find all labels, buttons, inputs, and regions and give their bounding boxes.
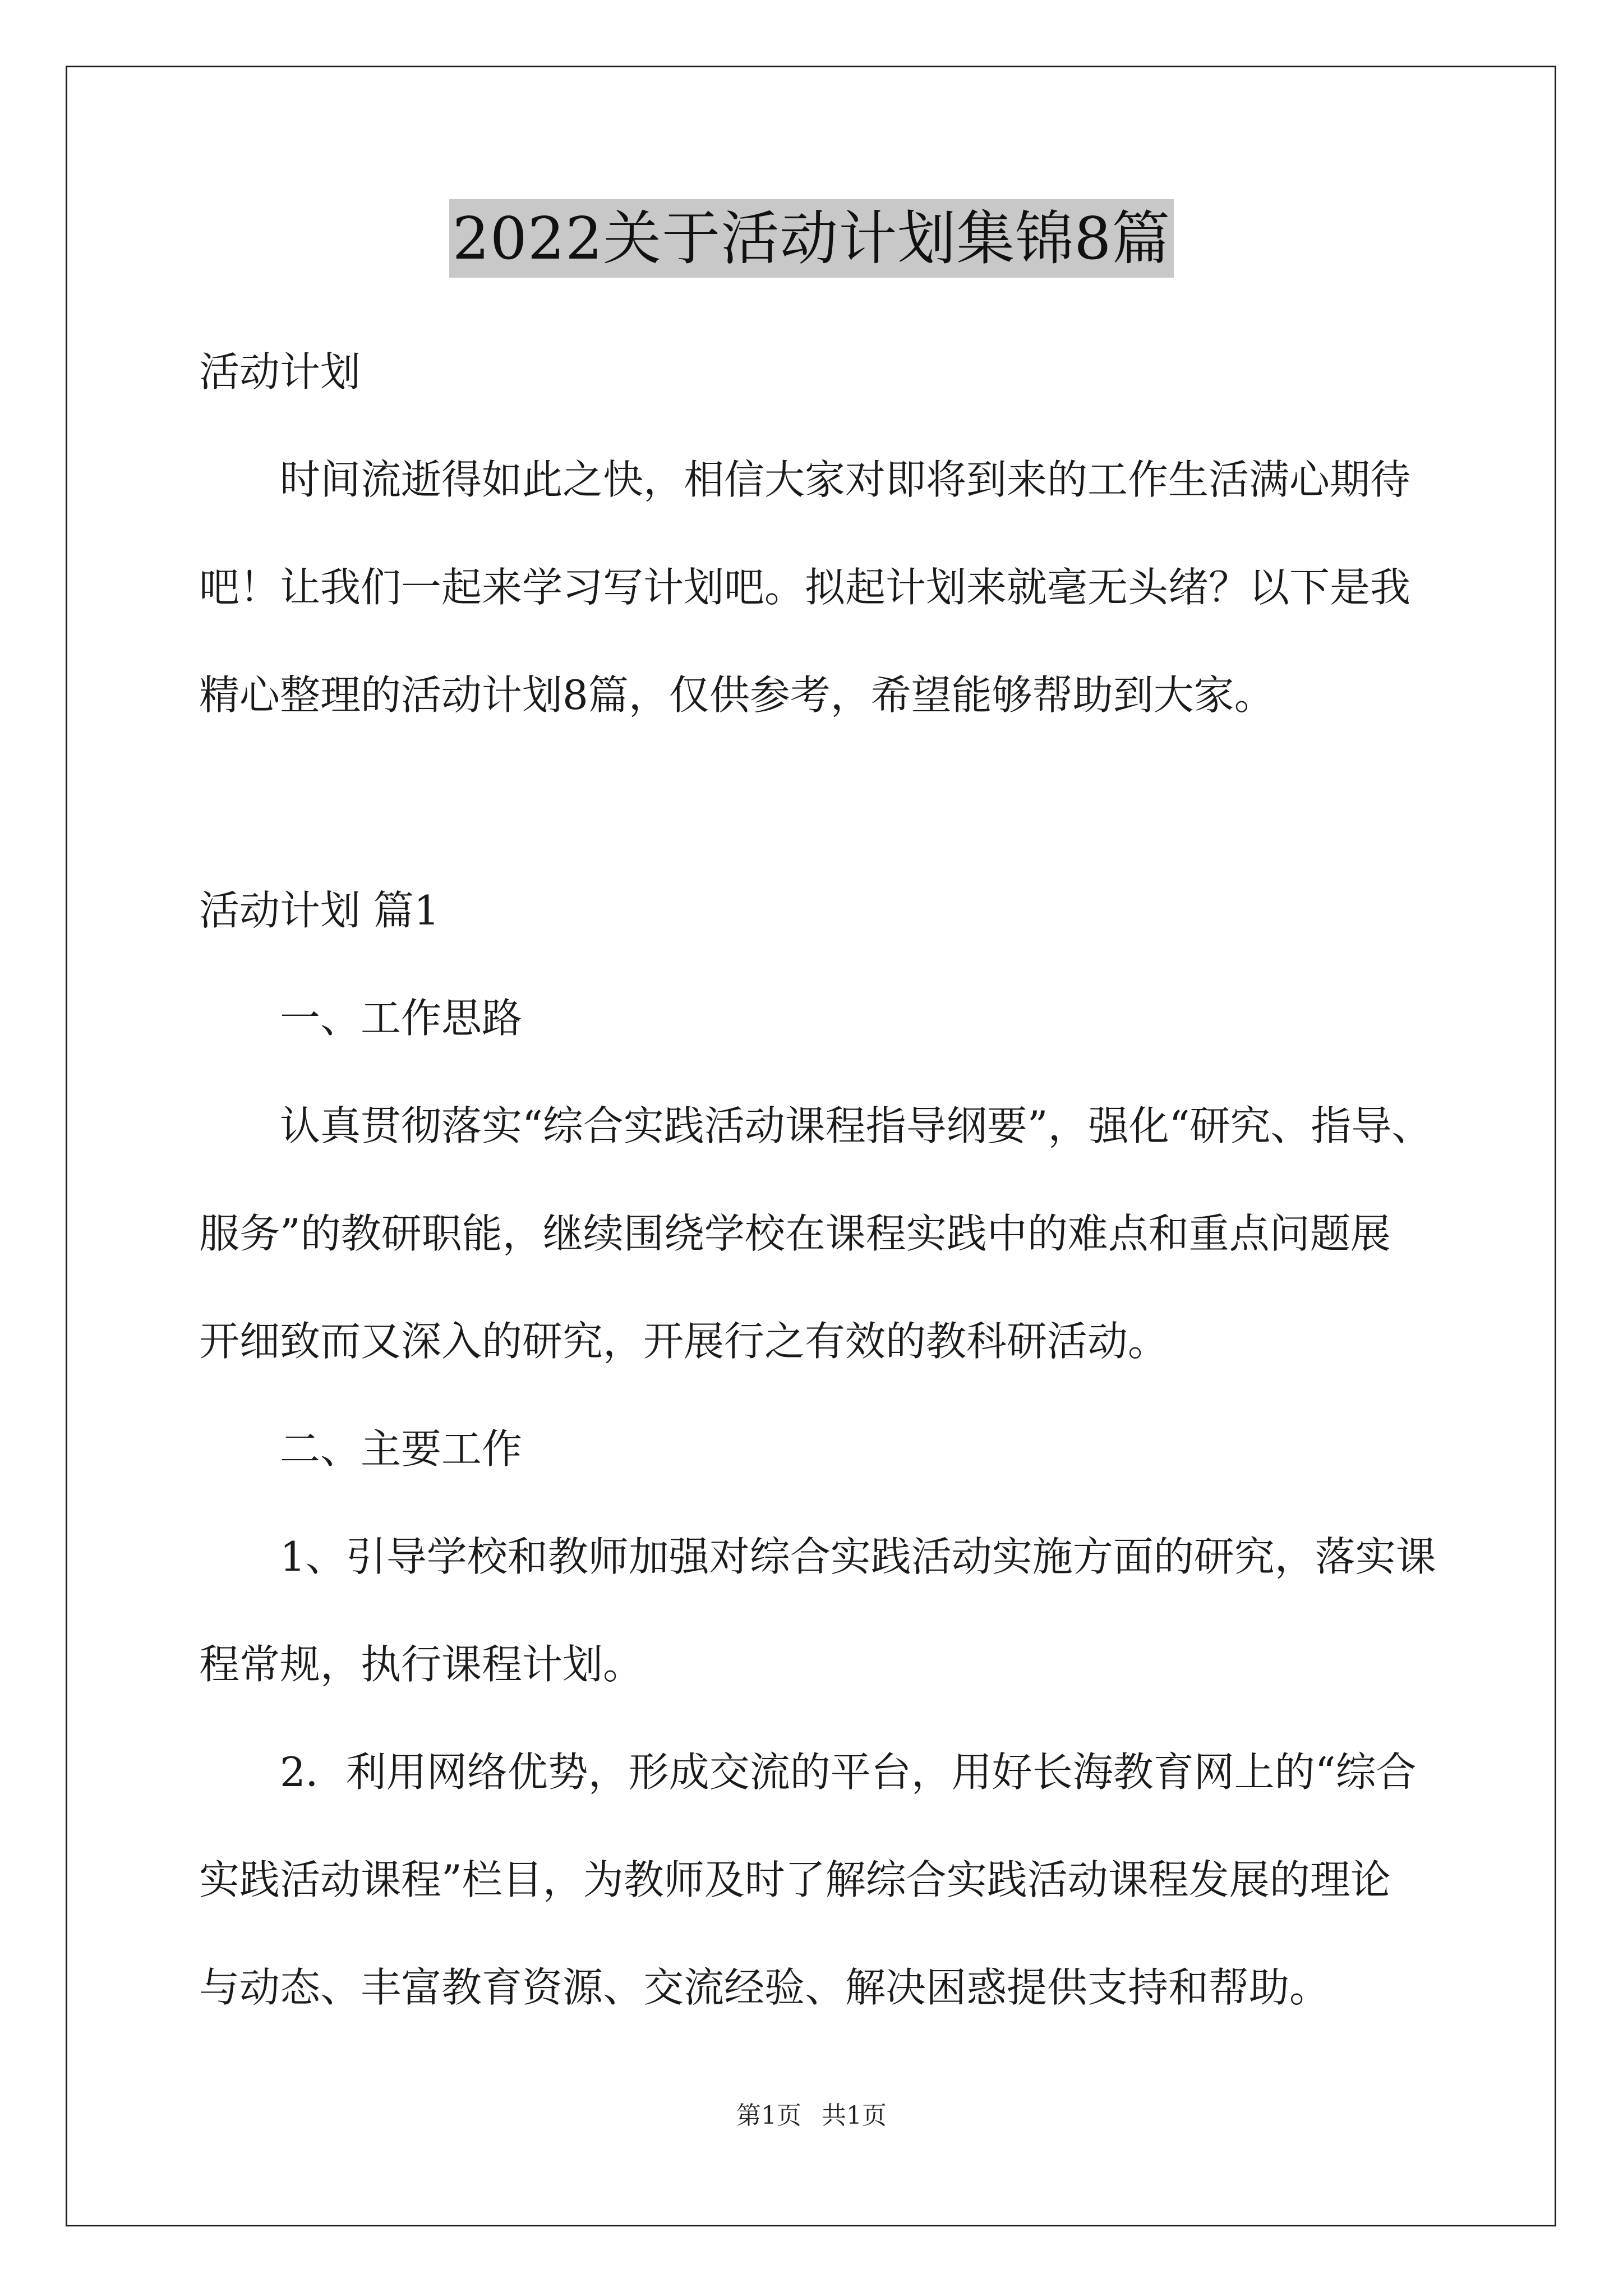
item-1-line-2: 程常规，执行课程计划。: [199, 1641, 644, 1688]
section-1-title: 一、工作思路: [280, 995, 523, 1042]
section-1-line-3: 开细致而又深入的研究，开展行之有效的教科研活动。: [199, 1318, 1169, 1365]
part-heading: 活动计划 篇1: [199, 887, 440, 934]
item-2: [199, 1745, 1433, 2014]
page-footer: [0, 2099, 1623, 2133]
section-1-body: [199, 1099, 1433, 1368]
item-1-line-1: 1、引导学校和教师加强对综合实践活动实施方面的研究，落实课: [280, 1533, 1436, 1580]
section-1-line-1: 认真贯彻落实“综合实践活动课程指导纲要”，强化“研究、指导、: [280, 1102, 1432, 1149]
item-2-line-2: 实践活动课程”栏目，为教师及时了解综合实践活动课程发展的理论: [199, 1856, 1391, 1903]
page-number: 第1页: [736, 2101, 801, 2130]
item-2-line-1: 2．利用网络优势，形成交流的平台，用好长海教育网上的“综合: [280, 1749, 1417, 1796]
item-1: [199, 1530, 1436, 1691]
page-total: 共1页: [822, 2101, 887, 2130]
document-title: 2022关于活动计划集锦8篇: [449, 199, 1174, 278]
section-2-title: 二、主要工作: [280, 1425, 523, 1473]
intro-line-3: 精心整理的活动计划8篇，仅供参考，希望能够帮助到大家。: [199, 671, 1275, 719]
intro-line-1: 时间流逝得如此之快，相信大家对即将到来的工作生活满心期待: [280, 456, 1411, 503]
intro-line-2: 吧！让我们一起来学习写计划吧。拟起计划来就毫无头绪？以下是我: [199, 564, 1411, 611]
document-body: [199, 297, 1436, 2014]
main-heading: 活动计划: [199, 348, 361, 395]
intro-paragraph: [199, 453, 1433, 722]
section-1-line-2: 服务”的教研职能，继续围绕学校在课程实践中的难点和重点问题展: [199, 1210, 1391, 1257]
title-container: [0, 199, 1623, 278]
item-2-line-3: 与动态、丰富教育资源、交流经验、解决困惑提供支持和帮助。: [199, 1964, 1330, 2011]
